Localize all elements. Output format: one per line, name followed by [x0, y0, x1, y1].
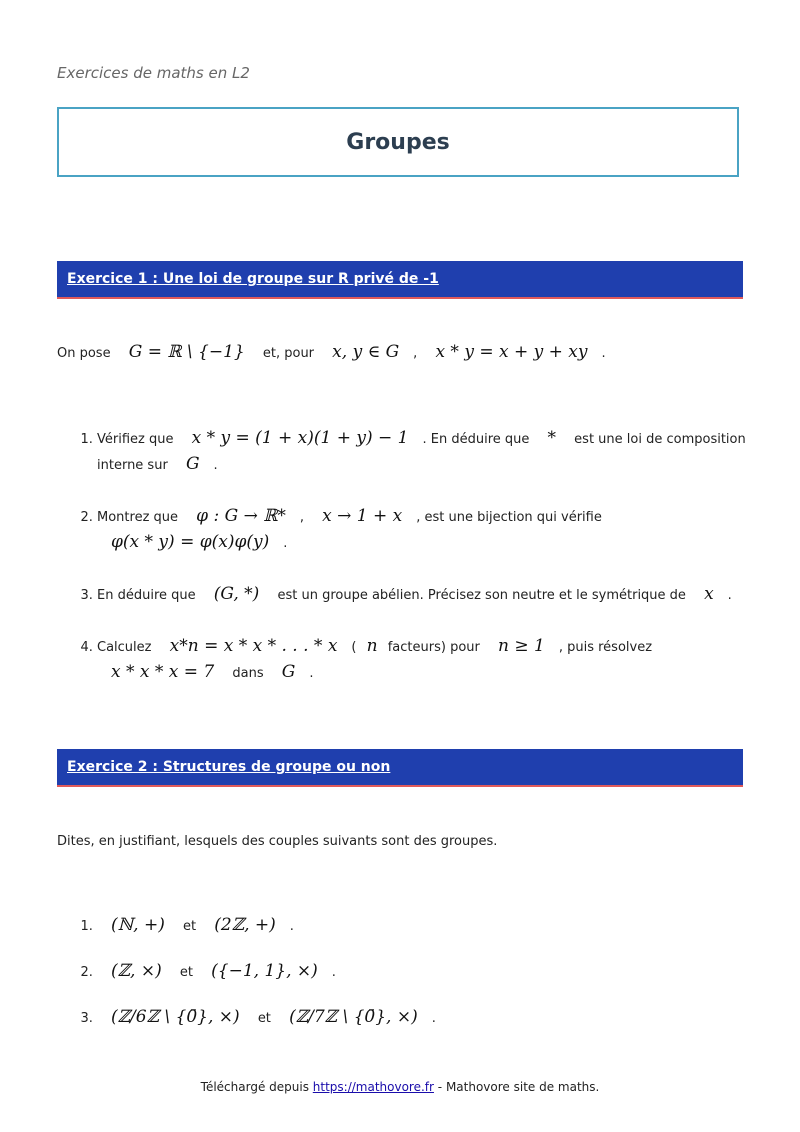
- math-formula: φ(x * y) = φ(x)φ(y): [111, 532, 270, 552]
- question-text: .: [289, 919, 294, 934]
- math-formula: *: [547, 428, 557, 448]
- math-formula: φ : G → ℝ*: [196, 506, 286, 526]
- exercise2-questions: [57, 913, 777, 1051]
- footer-text: - Mathovore site de maths.: [437, 1080, 600, 1094]
- question-text: En déduire que: [97, 588, 196, 603]
- exercise2-heading: Exercice 2 : Structures de groupe ou non: [67, 759, 391, 775]
- question-text: , puis résolvez: [558, 640, 653, 655]
- question-text: Calculez: [97, 640, 152, 655]
- math-formula: n: [366, 636, 378, 656]
- math-formula: x*n = x * x * . . . * x: [169, 636, 338, 656]
- question-text: Vérifiez que: [97, 432, 174, 447]
- question-text: dans: [232, 666, 264, 681]
- question-text: . En déduire que: [422, 432, 530, 447]
- question-text: est un groupe abélien. Précisez son neutre et le symétrique de: [277, 588, 686, 603]
- question-1: [97, 913, 777, 939]
- title-box: [57, 107, 739, 177]
- footer-text: Téléchargé depuis: [200, 1080, 309, 1094]
- question-text: et: [183, 919, 197, 934]
- exercise1-heading: Exercice 1 : Une loi de groupe sur R privé de -1: [67, 271, 439, 287]
- question-text: .: [283, 536, 288, 551]
- question-1: [97, 426, 777, 478]
- question-text: ,: [299, 510, 304, 525]
- question-text: et: [257, 1011, 271, 1026]
- math-formula: x, y ∈ G: [332, 342, 400, 362]
- question-3: [97, 582, 777, 608]
- question-4: [97, 634, 777, 686]
- intro-text: et, pour: [262, 346, 315, 361]
- question-text: Montrez que: [97, 510, 179, 525]
- math-formula: G: [281, 662, 296, 682]
- math-formula: n ≥ 1: [498, 636, 545, 656]
- math-formula: x: [704, 584, 714, 604]
- exercise1-banner: [57, 261, 743, 299]
- math-formula: ({−1, 1}, ×): [211, 961, 318, 981]
- header-note: Exercices de maths en L2: [57, 64, 250, 82]
- exercise1-intro: [57, 342, 606, 362]
- math-formula: G = ℝ \ {−1}: [128, 342, 245, 362]
- exercise2-intro: Dites, en justifiant, lesquels des couples suivants sont des groupes.: [57, 834, 498, 849]
- question-text: est une loi de composition interne sur: [97, 432, 746, 473]
- question-2: [97, 504, 777, 556]
- question-text: .: [309, 666, 314, 681]
- math-formula: x → 1 + x: [322, 506, 403, 526]
- math-formula: (2ℤ, +): [214, 915, 276, 935]
- question-2: [97, 959, 777, 985]
- math-formula: (ℤ/7ℤ \ {0̄}, ×): [289, 1007, 418, 1027]
- math-formula: (G, *): [213, 584, 260, 604]
- question-text: et: [179, 965, 193, 980]
- math-formula: G: [185, 454, 200, 474]
- question-text: .: [727, 588, 732, 603]
- question-text: .: [213, 458, 218, 473]
- math-formula: (ℤ, ×): [111, 961, 162, 981]
- math-formula: (ℤ/6ℤ \ {0̄}, ×): [111, 1007, 240, 1027]
- footer-link[interactable]: https://mathovore.fr: [312, 1080, 434, 1094]
- page-title: Groupes: [346, 129, 450, 155]
- question-text: (: [351, 640, 357, 655]
- intro-text: ,: [413, 346, 418, 361]
- math-formula: x * y = (1 + x)(1 + y) − 1: [191, 428, 409, 448]
- footer: [0, 1080, 800, 1094]
- question-text: .: [331, 965, 336, 980]
- question-text: , est une bijection qui vérifie: [416, 510, 602, 525]
- question-3: [97, 1005, 777, 1031]
- exercise2-banner: [57, 749, 743, 787]
- intro-text: On pose: [57, 346, 111, 361]
- question-text: .: [431, 1011, 436, 1026]
- math-formula: x * x * x = 7: [111, 662, 215, 682]
- math-formula: (ℕ, +): [111, 915, 165, 935]
- math-formula: x * y = x + y + xy: [435, 342, 588, 362]
- question-text: facteurs) pour: [387, 640, 480, 655]
- intro-text: .: [601, 346, 606, 361]
- exercise1-questions: [57, 426, 777, 712]
